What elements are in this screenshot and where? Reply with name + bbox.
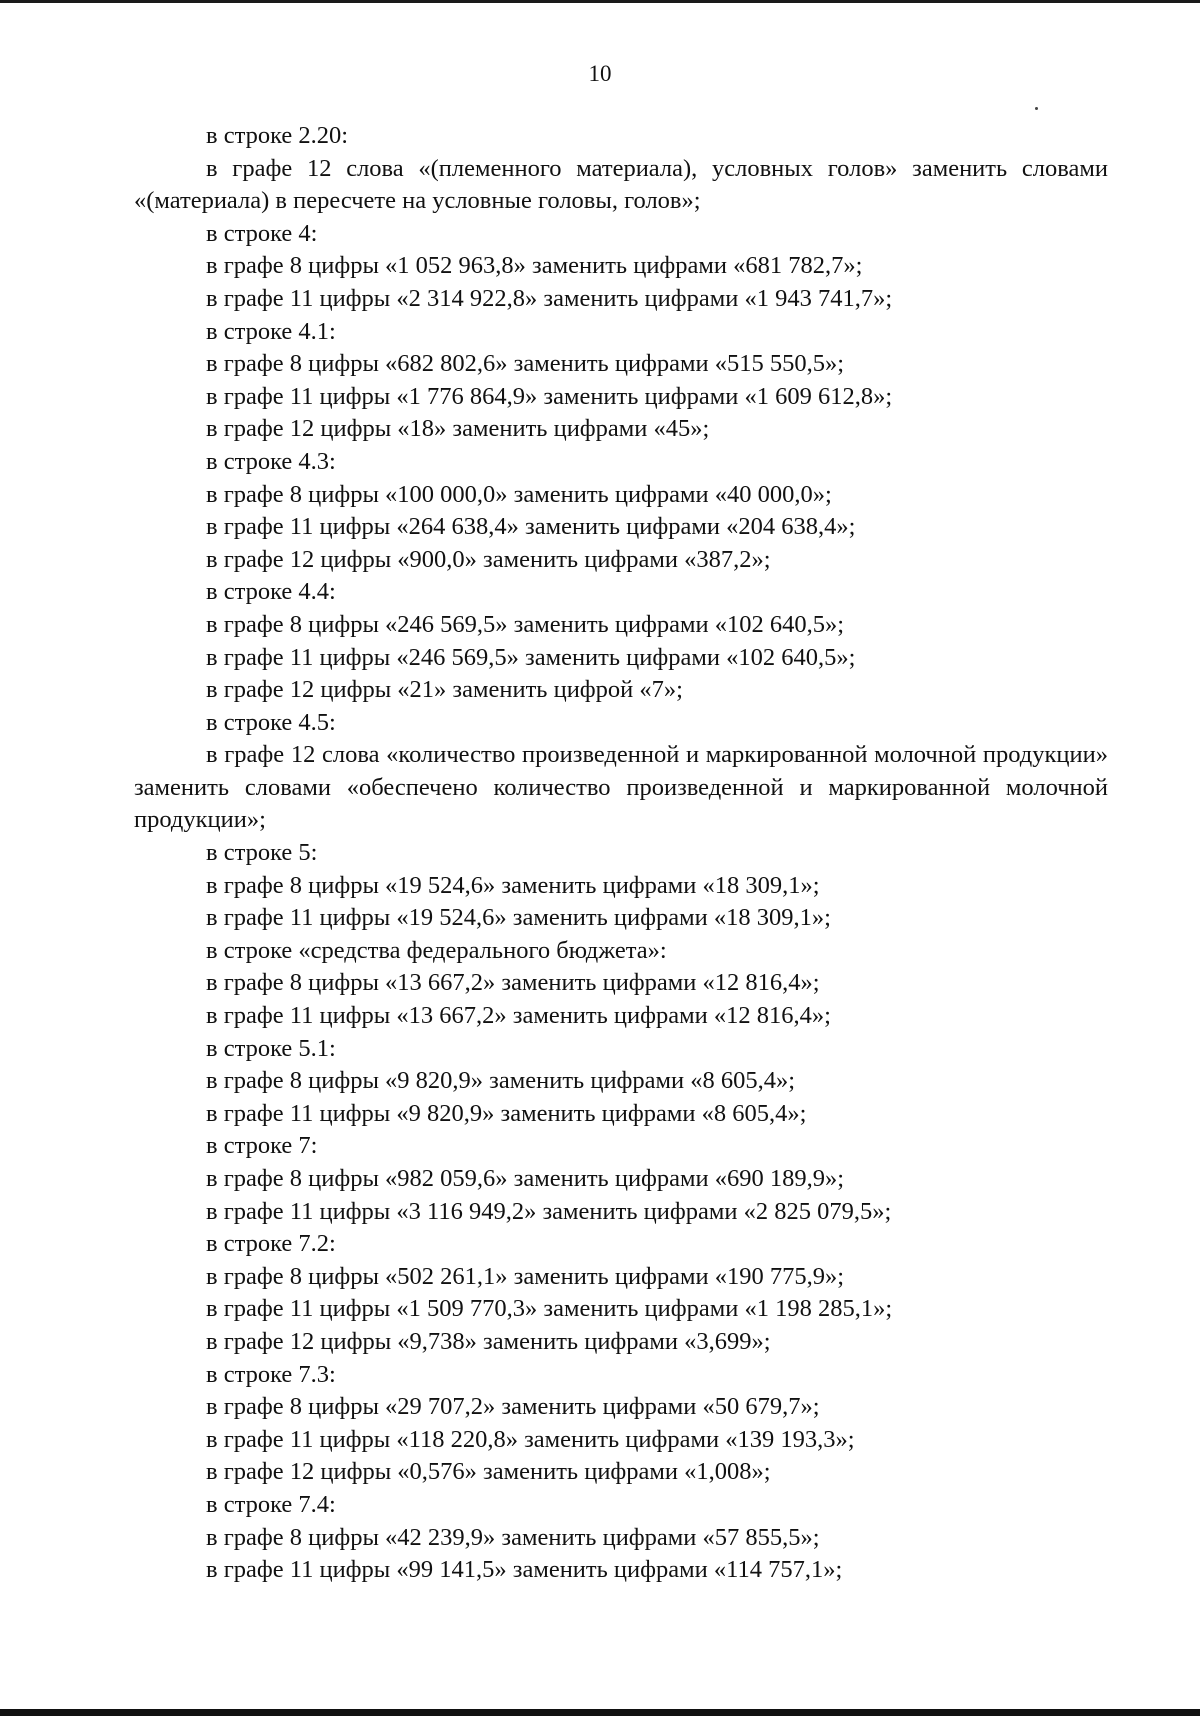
amendment-line: в графе 11 цифры «2 314 922,8» заменить цифрами «1 943 741,7»;: [206, 284, 893, 312]
amendment-line: в строке 4.3:: [206, 447, 336, 475]
amendment-line: в строке 7:: [206, 1132, 318, 1160]
amendment-line: в строке 2.20:: [206, 122, 349, 149]
amendment-line: в строке 7.4:: [206, 1490, 336, 1518]
amendment-line: в графе 11 цифры «13 667,2» заменить цифрами «12 816,4»;: [206, 1002, 831, 1030]
amendment-line: в графе 8 цифры «9 820,9» заменить цифрами «8 605,4»;: [206, 1067, 796, 1095]
amendment-line: в графе 12 цифры «0,576» заменить цифрами «1,008»;: [206, 1458, 771, 1486]
amendment-line: в строке 4:: [206, 219, 318, 247]
amendment-line: в графе 8 цифры «13 667,2» заменить цифрами «12 816,4»;: [206, 969, 820, 997]
amendment-line: в графе 12 цифры «9,738» заменить цифрами «3,699»;: [206, 1327, 771, 1355]
amendment-paragraph: в графе 12 слова «количество произведенной и маркированной молочной продукции» заменить словами «обеспечено количество произведенной и маркированной молочной продукции»;: [134, 741, 1108, 834]
amendment-line: в графе 11 цифры «99 141,5» заменить цифрами «114 757,1»;: [206, 1556, 843, 1584]
amendment-line: в графе 12 цифры «21» заменить цифрой «7»;: [206, 676, 683, 704]
amendment-line: в строке 5.1:: [206, 1034, 336, 1062]
scan-speck: [1035, 107, 1038, 110]
amendment-line: в графе 11 цифры «118 220,8» заменить цифрами «139 193,3»;: [206, 1425, 855, 1453]
scan-top-border: [0, 0, 1200, 3]
amendment-line: в графе 8 цифры «1 052 963,8» заменить цифрами «681 782,7»;: [206, 252, 863, 280]
amendment-line: в строке 4.5:: [206, 708, 336, 736]
amendment-line: в строке 5:: [206, 839, 318, 867]
amendment-line: в графе 11 цифры «264 638,4» заменить цифрами «204 638,4»;: [206, 513, 856, 541]
amendment-line: в строке 7.3:: [206, 1360, 336, 1388]
amendment-line: в строке 7.2:: [206, 1230, 336, 1258]
amendment-line: в графе 11 цифры «246 569,5» заменить цифрами «102 640,5»;: [206, 643, 856, 671]
amendment-paragraph: в графе 12 слова «(племенного материала), условных голов» заменить словами «(материала) в пересчете на условные головы, голов»;: [134, 154, 1108, 215]
document-body: [134, 120, 1108, 1587]
amendment-line: в строке 4.4:: [206, 578, 336, 606]
amendment-line: в графе 11 цифры «9 820,9» заменить цифрами «8 605,4»;: [206, 1099, 807, 1127]
amendment-line: в графе 8 цифры «19 524,6» заменить цифрами «18 309,1»;: [206, 871, 820, 899]
amendment-line: в графе 8 цифры «682 802,6» заменить цифрами «515 550,5»;: [206, 350, 845, 378]
amendment-line: в графе 11 цифры «19 524,6» заменить цифрами «18 309,1»;: [206, 904, 831, 932]
amendment-line: в графе 8 цифры «29 707,2» заменить цифрами «50 679,7»;: [206, 1393, 820, 1421]
amendment-line: в строке 4.1:: [206, 317, 336, 345]
amendment-line: в графе 11 цифры «1 776 864,9» заменить цифрами «1 609 612,8»;: [206, 382, 893, 410]
amendment-line: в графе 8 цифры «982 059,6» заменить цифрами «690 189,9»;: [206, 1165, 845, 1192]
page-number: 10: [588, 61, 612, 86]
amendment-line: в графе 11 цифры «3 116 949,2» заменить цифрами «2 825 079,5»;: [206, 1197, 892, 1225]
amendment-line: в графе 8 цифры «42 239,9» заменить цифрами «57 855,5»;: [206, 1523, 820, 1551]
amendment-line: в строке «средства федерального бюджета»:: [206, 936, 667, 964]
scan-bottom-border: [0, 1709, 1200, 1716]
amendment-line: в графе 12 цифры «900,0» заменить цифрами «387,2»;: [206, 545, 771, 573]
amendment-line: в графе 8 цифры «502 261,1» заменить цифрами «190 775,9»;: [206, 1262, 845, 1290]
amendment-line: в графе 12 цифры «18» заменить цифрами «45»;: [206, 415, 710, 443]
amendment-line: в графе 8 цифры «246 569,5» заменить цифрами «102 640,5»;: [206, 610, 845, 638]
amendment-line: в графе 8 цифры «100 000,0» заменить цифрами «40 000,0»;: [206, 480, 832, 508]
amendment-line: в графе 11 цифры «1 509 770,3» заменить цифрами «1 198 285,1»;: [206, 1295, 893, 1323]
